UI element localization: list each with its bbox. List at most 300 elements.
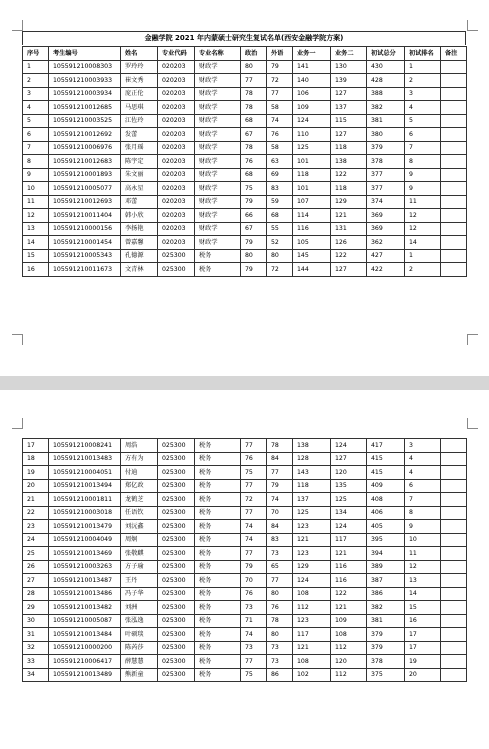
table-cell: 124: [293, 574, 331, 588]
table-cell: 020203: [158, 209, 195, 223]
table-cell: 26: [23, 560, 49, 574]
table-cell: 罗玲玲: [121, 60, 158, 74]
crop-mark: [467, 20, 478, 31]
table-cell: [441, 128, 467, 142]
table-cell: 84: [267, 452, 293, 466]
table-cell: 378: [367, 155, 405, 169]
table-cell: 108: [293, 587, 331, 601]
table-cell: 67: [241, 222, 267, 236]
table-cell: 72: [267, 263, 293, 277]
table-cell: 税务: [195, 439, 241, 453]
table-cell: 12: [23, 209, 49, 223]
table-cell: [441, 520, 467, 534]
table-cell: 127: [331, 128, 367, 142]
table-row: [23, 209, 467, 223]
table-cell: 税务: [195, 452, 241, 466]
table-cell: 124: [331, 439, 367, 453]
table-row: [23, 168, 467, 182]
table-cell: 025300: [158, 479, 195, 493]
table-cell: 58: [267, 141, 293, 155]
table-cell: 105591210013479: [49, 520, 121, 534]
table-cell: 78: [241, 101, 267, 115]
table-cell: 377: [367, 168, 405, 182]
table-cell: 10: [23, 182, 49, 196]
table-cell: 73: [241, 641, 267, 655]
table-cell: [441, 168, 467, 182]
table-cell: 105591210004051: [49, 466, 121, 480]
table-cell: 129: [293, 560, 331, 574]
table-cell: 财政学: [195, 114, 241, 128]
table-cell: 395: [367, 533, 405, 547]
table-cell: 陈宇定: [121, 155, 158, 169]
table-cell: 379: [367, 641, 405, 655]
table-cell: 409: [367, 479, 405, 493]
table-row: [23, 222, 467, 236]
table-cell: 80: [267, 587, 293, 601]
table-cell: [441, 209, 467, 223]
table-cell: 145: [293, 249, 331, 263]
table-cell: 76: [241, 155, 267, 169]
table-cell: 020203: [158, 74, 195, 88]
table-cell: 020203: [158, 236, 195, 250]
table-cell: 77: [267, 466, 293, 480]
table-row: [23, 452, 467, 466]
crop-mark: [467, 418, 478, 429]
table-row: [23, 641, 467, 655]
table-cell: 80: [267, 628, 293, 642]
table-cell: 105591210006976: [49, 141, 121, 155]
table-cell: 025300: [158, 587, 195, 601]
table-cell: [441, 506, 467, 520]
column-header: 政治: [241, 47, 267, 61]
table-cell: 025300: [158, 249, 195, 263]
table-cell: 105591210005077: [49, 182, 121, 196]
table-cell: 120: [331, 466, 367, 480]
table-cell: 378: [367, 655, 405, 669]
table-cell: 123: [293, 614, 331, 628]
table-cell: 72: [241, 493, 267, 507]
table-cell: 7: [23, 141, 49, 155]
table-cell: 102: [293, 668, 331, 682]
table-cell: 105591210011404: [49, 209, 121, 223]
table-cell: 020203: [158, 222, 195, 236]
table-cell: 63: [267, 155, 293, 169]
table-cell: 78: [241, 87, 267, 101]
table-cell: 380: [367, 128, 405, 142]
table-cell: 4: [405, 452, 441, 466]
table-cell: 369: [367, 222, 405, 236]
table-cell: 22: [23, 506, 49, 520]
table-cell: 6: [405, 128, 441, 142]
table-cell: 105591210003934: [49, 87, 121, 101]
table-cell: 8: [405, 506, 441, 520]
table-cell: 刘沅鑫: [121, 520, 158, 534]
table-cell: 9: [23, 168, 49, 182]
table-cell: 25: [23, 547, 49, 561]
table-row: [23, 587, 467, 601]
table-cell: 80: [241, 249, 267, 263]
table-cell: 025300: [158, 520, 195, 534]
table-cell: 126: [331, 236, 367, 250]
table-cell: 59: [267, 195, 293, 209]
table-cell: 122: [331, 249, 367, 263]
table-cell: 9: [405, 182, 441, 196]
table-row: [23, 128, 467, 142]
table-cell: 141: [293, 60, 331, 74]
table-cell: 105591210005087: [49, 614, 121, 628]
table-cell: 76: [267, 128, 293, 142]
table-cell: 税务: [195, 547, 241, 561]
table-cell: 105: [293, 236, 331, 250]
table-cell: 110: [293, 128, 331, 142]
table-row: [23, 574, 467, 588]
table-row: [23, 114, 467, 128]
table-cell: 税务: [195, 520, 241, 534]
table-cell: 27: [23, 574, 49, 588]
table-row: [23, 668, 467, 682]
table-cell: 税务: [195, 668, 241, 682]
table-cell: 84: [267, 520, 293, 534]
table-row: [23, 506, 467, 520]
table-row: [23, 439, 467, 453]
table-cell: 025300: [158, 533, 195, 547]
document-title: 金融学院 2021 年内蒙硕士研究生复试名单(西安金融学院方案): [22, 31, 466, 45]
table-cell: 31: [23, 628, 49, 642]
table-cell: 周浩: [121, 439, 158, 453]
table-row: [23, 479, 467, 493]
table-cell: 4: [405, 466, 441, 480]
column-header: 业务一: [293, 47, 331, 61]
table-cell: 114: [293, 209, 331, 223]
table-cell: 税务: [195, 533, 241, 547]
table-cell: 135: [331, 479, 367, 493]
table-cell: 020203: [158, 168, 195, 182]
table-cell: 025300: [158, 574, 195, 588]
table-cell: [441, 587, 467, 601]
table-cell: 72: [267, 74, 293, 88]
table-row: [23, 614, 467, 628]
table-cell: 74: [241, 628, 267, 642]
table-cell: 19: [405, 655, 441, 669]
table-cell: 3: [405, 439, 441, 453]
table-cell: 025300: [158, 466, 195, 480]
table-cell: 73: [241, 601, 267, 615]
table-cell: 11: [23, 195, 49, 209]
table-cell: 15: [23, 249, 49, 263]
table-cell: [441, 533, 467, 547]
table-cell: 112: [293, 601, 331, 615]
crop-mark: [12, 20, 23, 31]
table-cell: 财政学: [195, 168, 241, 182]
table-cell: 86: [267, 668, 293, 682]
table-cell: 020203: [158, 155, 195, 169]
table-cell: [441, 155, 467, 169]
table-cell: 101: [293, 182, 331, 196]
table-cell: 374: [367, 195, 405, 209]
table-cell: 2: [23, 74, 49, 88]
table-cell: [441, 641, 467, 655]
table-cell: 75: [241, 182, 267, 196]
table-cell: 123: [293, 547, 331, 561]
table-cell: 75: [241, 668, 267, 682]
column-header: 初试总分: [367, 47, 405, 61]
table-cell: 118: [331, 182, 367, 196]
table-cell: 65: [267, 560, 293, 574]
table-cell: 郑亿政: [121, 479, 158, 493]
page-gap: [0, 376, 489, 390]
table-cell: [441, 560, 467, 574]
table-cell: 121: [293, 641, 331, 655]
table-cell: 16: [23, 263, 49, 277]
table-cell: 70: [267, 506, 293, 520]
table-cell: 394: [367, 547, 405, 561]
table-cell: [441, 249, 467, 263]
table-cell: 105591210012692: [49, 128, 121, 142]
table-cell: 120: [331, 655, 367, 669]
table-cell: 方子瑜: [121, 560, 158, 574]
table-cell: [441, 60, 467, 74]
table-row: [23, 155, 467, 169]
table-cell: 74: [241, 533, 267, 547]
table-cell: 30: [23, 614, 49, 628]
candidate-table-page2: [22, 438, 467, 682]
table-row: [23, 195, 467, 209]
table-cell: 387: [367, 574, 405, 588]
table-cell: 77: [241, 74, 267, 88]
table-cell: 3: [405, 87, 441, 101]
table-cell: 7: [405, 141, 441, 155]
table-cell: 83: [267, 533, 293, 547]
table-row: [23, 533, 467, 547]
table-cell: 5: [23, 114, 49, 128]
table-cell: 76: [241, 452, 267, 466]
table-cell: 388: [367, 87, 405, 101]
table-cell: 3: [23, 87, 49, 101]
table-cell: 73: [267, 655, 293, 669]
table-cell: 税务: [195, 560, 241, 574]
table-cell: 74: [267, 493, 293, 507]
table-row: [23, 466, 467, 480]
table-cell: 101: [293, 155, 331, 169]
table-cell: 税务: [195, 641, 241, 655]
table-cell: 025300: [158, 628, 195, 642]
table-cell: 70: [241, 574, 267, 588]
table-row: [23, 547, 467, 561]
table-cell: 020203: [158, 141, 195, 155]
table-cell: 财政学: [195, 222, 241, 236]
table-header-row: [23, 47, 467, 61]
table-cell: 财政学: [195, 141, 241, 155]
table-cell: 17: [405, 628, 441, 642]
table-cell: 税务: [195, 655, 241, 669]
column-header: 专业名称: [195, 47, 241, 61]
table-cell: 131: [331, 222, 367, 236]
table-cell: 375: [367, 668, 405, 682]
table-cell: 140: [293, 74, 331, 88]
table-cell: 财政学: [195, 182, 241, 196]
table-cell: 20: [23, 479, 49, 493]
table-cell: 020203: [158, 182, 195, 196]
table-cell: 130: [331, 60, 367, 74]
table-cell: 105591210005343: [49, 249, 121, 263]
table-cell: 025300: [158, 452, 195, 466]
table-cell: 105591210013494: [49, 479, 121, 493]
table-cell: 1: [23, 60, 49, 74]
table-row: [23, 493, 467, 507]
table-cell: 106: [293, 87, 331, 101]
table-cell: 108: [293, 655, 331, 669]
table-cell: 32: [23, 641, 49, 655]
table-cell: 税务: [195, 249, 241, 263]
column-header: 备注: [441, 47, 467, 61]
table-cell: 105591210003263: [49, 560, 121, 574]
table-row: [23, 520, 467, 534]
table-cell: 邓蕾: [121, 195, 158, 209]
table-cell: 025300: [158, 506, 195, 520]
table-cell: 025300: [158, 493, 195, 507]
table-cell: 139: [331, 74, 367, 88]
table-cell: 28: [23, 587, 49, 601]
table-cell: 14: [405, 236, 441, 250]
table-cell: [441, 614, 467, 628]
table-cell: 379: [367, 628, 405, 642]
table-cell: 025300: [158, 439, 195, 453]
table-cell: 025300: [158, 601, 195, 615]
table-cell: 73: [267, 641, 293, 655]
table-cell: [441, 101, 467, 115]
column-header: 专业代码: [158, 47, 195, 61]
table-cell: 66: [241, 209, 267, 223]
table-row: [23, 101, 467, 115]
table-cell: 134: [331, 506, 367, 520]
table-cell: 129: [331, 195, 367, 209]
table-cell: 105591210008303: [49, 60, 121, 74]
table-cell: 17: [405, 641, 441, 655]
table-cell: [441, 655, 467, 669]
table-cell: 116: [331, 574, 367, 588]
table-cell: 张月瑶: [121, 141, 158, 155]
table-cell: 8: [405, 155, 441, 169]
table-cell: 6: [405, 479, 441, 493]
table-cell: 熊新童: [121, 668, 158, 682]
table-row: [23, 560, 467, 574]
table-row: [23, 601, 467, 615]
table-cell: 105591210004049: [49, 533, 121, 547]
table-cell: 382: [367, 601, 405, 615]
table-row: [23, 628, 467, 642]
table-cell: 105591210000200: [49, 641, 121, 655]
table-cell: 105591210006417: [49, 655, 121, 669]
table-cell: 19: [23, 466, 49, 480]
table-cell: 386: [367, 587, 405, 601]
table-cell: 025300: [158, 614, 195, 628]
table-cell: 379: [367, 141, 405, 155]
table-cell: 14: [23, 236, 49, 250]
table-cell: 76: [241, 587, 267, 601]
table-cell: 80: [241, 60, 267, 74]
table-cell: 108: [331, 628, 367, 642]
table-cell: 9: [405, 168, 441, 182]
table-cell: [441, 87, 467, 101]
column-header: 外语: [267, 47, 293, 61]
table-cell: 105591210001811: [49, 493, 121, 507]
table-cell: 5: [405, 114, 441, 128]
table-cell: 107: [293, 195, 331, 209]
table-cell: 13: [405, 574, 441, 588]
table-cell: 105591210013482: [49, 601, 121, 615]
column-header: 业务二: [331, 47, 367, 61]
table-cell: 29: [23, 601, 49, 615]
table-cell: 105591210013487: [49, 574, 121, 588]
table-cell: 127: [331, 87, 367, 101]
table-cell: 77: [241, 547, 267, 561]
table-cell: 83: [267, 182, 293, 196]
table-cell: 55: [267, 222, 293, 236]
table-cell: 78: [267, 439, 293, 453]
table-cell: 7: [405, 493, 441, 507]
table-cell: 财政学: [195, 87, 241, 101]
table-cell: 406: [367, 506, 405, 520]
table-cell: [441, 547, 467, 561]
table-row: [23, 236, 467, 250]
table-cell: 14: [405, 587, 441, 601]
table-cell: [441, 141, 467, 155]
table-cell: 刘洲: [121, 601, 158, 615]
table-cell: 16: [405, 614, 441, 628]
table-cell: 67: [241, 128, 267, 142]
table-cell: 405: [367, 520, 405, 534]
candidate-table-page1: [22, 46, 467, 277]
table-cell: 77: [241, 479, 267, 493]
table-cell: 李扬艳: [121, 222, 158, 236]
table-cell: 127: [331, 452, 367, 466]
table-cell: 105591210003525: [49, 114, 121, 128]
table-cell: 发蕾: [121, 128, 158, 142]
table-cell: 105591210013486: [49, 587, 121, 601]
table-cell: 20: [405, 668, 441, 682]
table-cell: [441, 479, 467, 493]
table-cell: [441, 195, 467, 209]
table-cell: 122: [331, 168, 367, 182]
table-cell: 68: [267, 209, 293, 223]
table-cell: 128: [293, 452, 331, 466]
table-cell: 76: [267, 601, 293, 615]
table-cell: 116: [331, 560, 367, 574]
table-cell: 121: [293, 533, 331, 547]
table-cell: 税务: [195, 628, 241, 642]
table-cell: 121: [331, 547, 367, 561]
table-cell: 105591210013469: [49, 547, 121, 561]
table-cell: 叶硕琰: [121, 628, 158, 642]
table-cell: 74: [267, 114, 293, 128]
table-cell: 118: [293, 168, 331, 182]
table-cell: 税务: [195, 479, 241, 493]
table-cell: 77: [241, 439, 267, 453]
table-cell: 78: [241, 141, 267, 155]
table-cell: 15: [405, 601, 441, 615]
table-cell: [441, 263, 467, 277]
table-cell: 2: [405, 74, 441, 88]
table-cell: 025300: [158, 668, 195, 682]
table-cell: 109: [293, 101, 331, 115]
table-cell: 117: [293, 628, 331, 642]
table-cell: 143: [293, 466, 331, 480]
table-row: [23, 74, 467, 88]
table-cell: 417: [367, 439, 405, 453]
crop-mark: [12, 418, 23, 429]
table-cell: 80: [267, 249, 293, 263]
table-cell: 428: [367, 74, 405, 88]
